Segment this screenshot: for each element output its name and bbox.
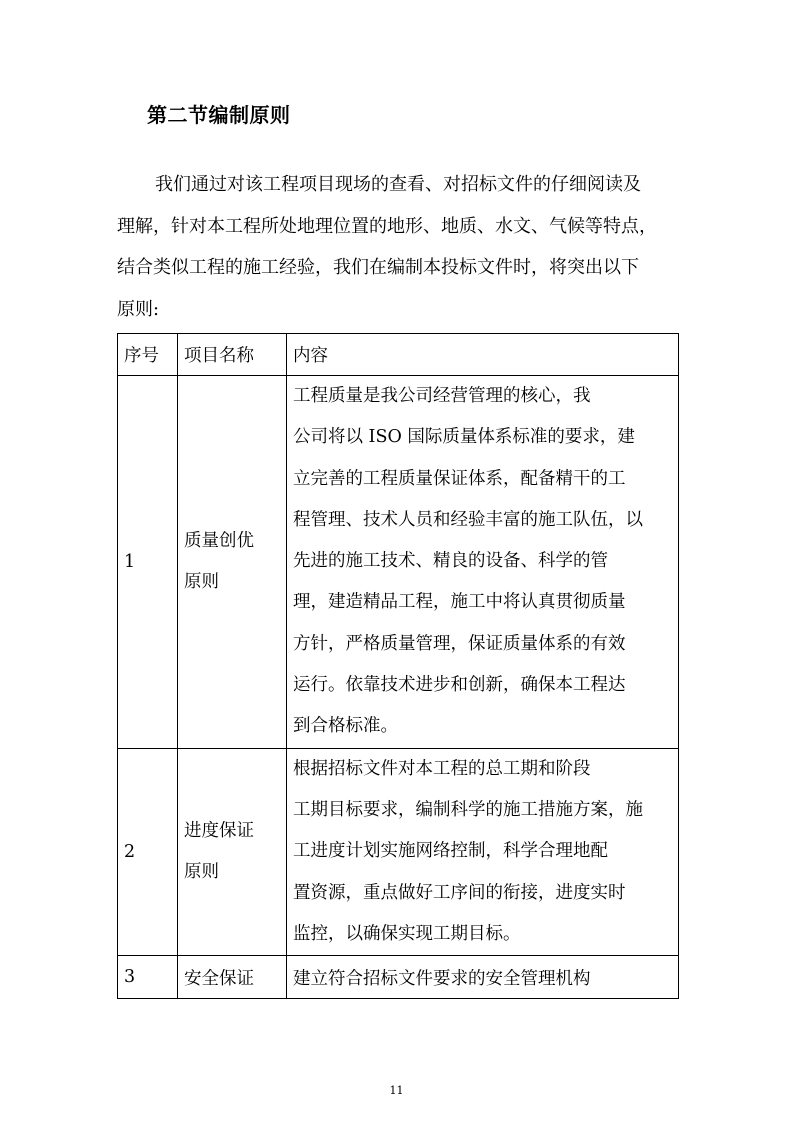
- row-content: 建立符合招标文件要求的安全管理机构: [287, 956, 679, 999]
- content-line: 置资源，重点做好工序间的衔接，进度实时: [293, 882, 626, 903]
- table-row: [118, 376, 679, 749]
- row-no: 1: [118, 376, 178, 749]
- intro-line: 我们通过对该工程项目现场的查看、对招标文件的仔细阅读及: [155, 174, 641, 195]
- row-content: [287, 376, 679, 749]
- content-line: 公司将以 ISO 国际质量体系标准的要求，建: [293, 427, 635, 448]
- content-line: 方针，严格质量管理，保证质量体系的有效: [293, 633, 626, 654]
- table-header-row: [118, 334, 679, 376]
- content-line: 根据招标文件对本工程的总工期和阶段: [293, 758, 591, 779]
- content-line: 立完善的工程质量保证体系，配备精干的工: [293, 468, 626, 489]
- header-name: 项目名称: [178, 334, 287, 376]
- row-no: 3: [118, 956, 178, 999]
- table-row: [118, 956, 679, 999]
- row-name: 安全保证: [178, 956, 287, 999]
- page-number: 11: [389, 1084, 404, 1097]
- content-line: 工期目标要求，编制科学的施工措施方案，施: [293, 799, 643, 820]
- content-line: 工程质量是我公司经营管理的核心，我: [293, 386, 591, 406]
- section-heading: 第二节编制原则: [147, 103, 291, 127]
- header-no: 序号: [118, 334, 178, 376]
- name-line: 进度保证: [184, 820, 254, 841]
- content-line: 理，建造精品工程，施工中将认真贯彻质量: [293, 592, 626, 613]
- intro-line: 结合类似工程的施工经验，我们在编制本投标文件时，将突出以下: [117, 257, 639, 279]
- name-line: 原则: [184, 861, 219, 882]
- intro-paragraph: [117, 164, 682, 331]
- intro-line: 理解，针对本工程所处地理位置的地形、地质、水文、气候等特点，: [117, 215, 657, 237]
- row-content: [287, 748, 679, 955]
- content-line: 先进的施工技术、精良的设备、科学的管: [293, 551, 608, 572]
- table-row: [118, 748, 679, 955]
- row-no: 2: [118, 748, 178, 955]
- content-line: 程管理、技术人员和经验丰富的施工队伍，以: [293, 509, 643, 530]
- content-line: 工进度计划实施网络控制，科学合理地配: [293, 841, 608, 862]
- content-line: 运行。依靠技术进步和创新，确保本工程达: [293, 675, 626, 696]
- intro-line: 原则:: [117, 299, 160, 321]
- name-line: 原则: [184, 571, 219, 592]
- principles-table: [117, 333, 679, 999]
- row-name: [178, 376, 287, 749]
- header-content: 内容: [287, 334, 679, 376]
- content-line: 监控，以确保实现工期目标。: [293, 923, 521, 944]
- content-line: 到合格标准。: [293, 716, 398, 737]
- row-name: [178, 748, 287, 955]
- name-line: 质量创优: [184, 530, 254, 551]
